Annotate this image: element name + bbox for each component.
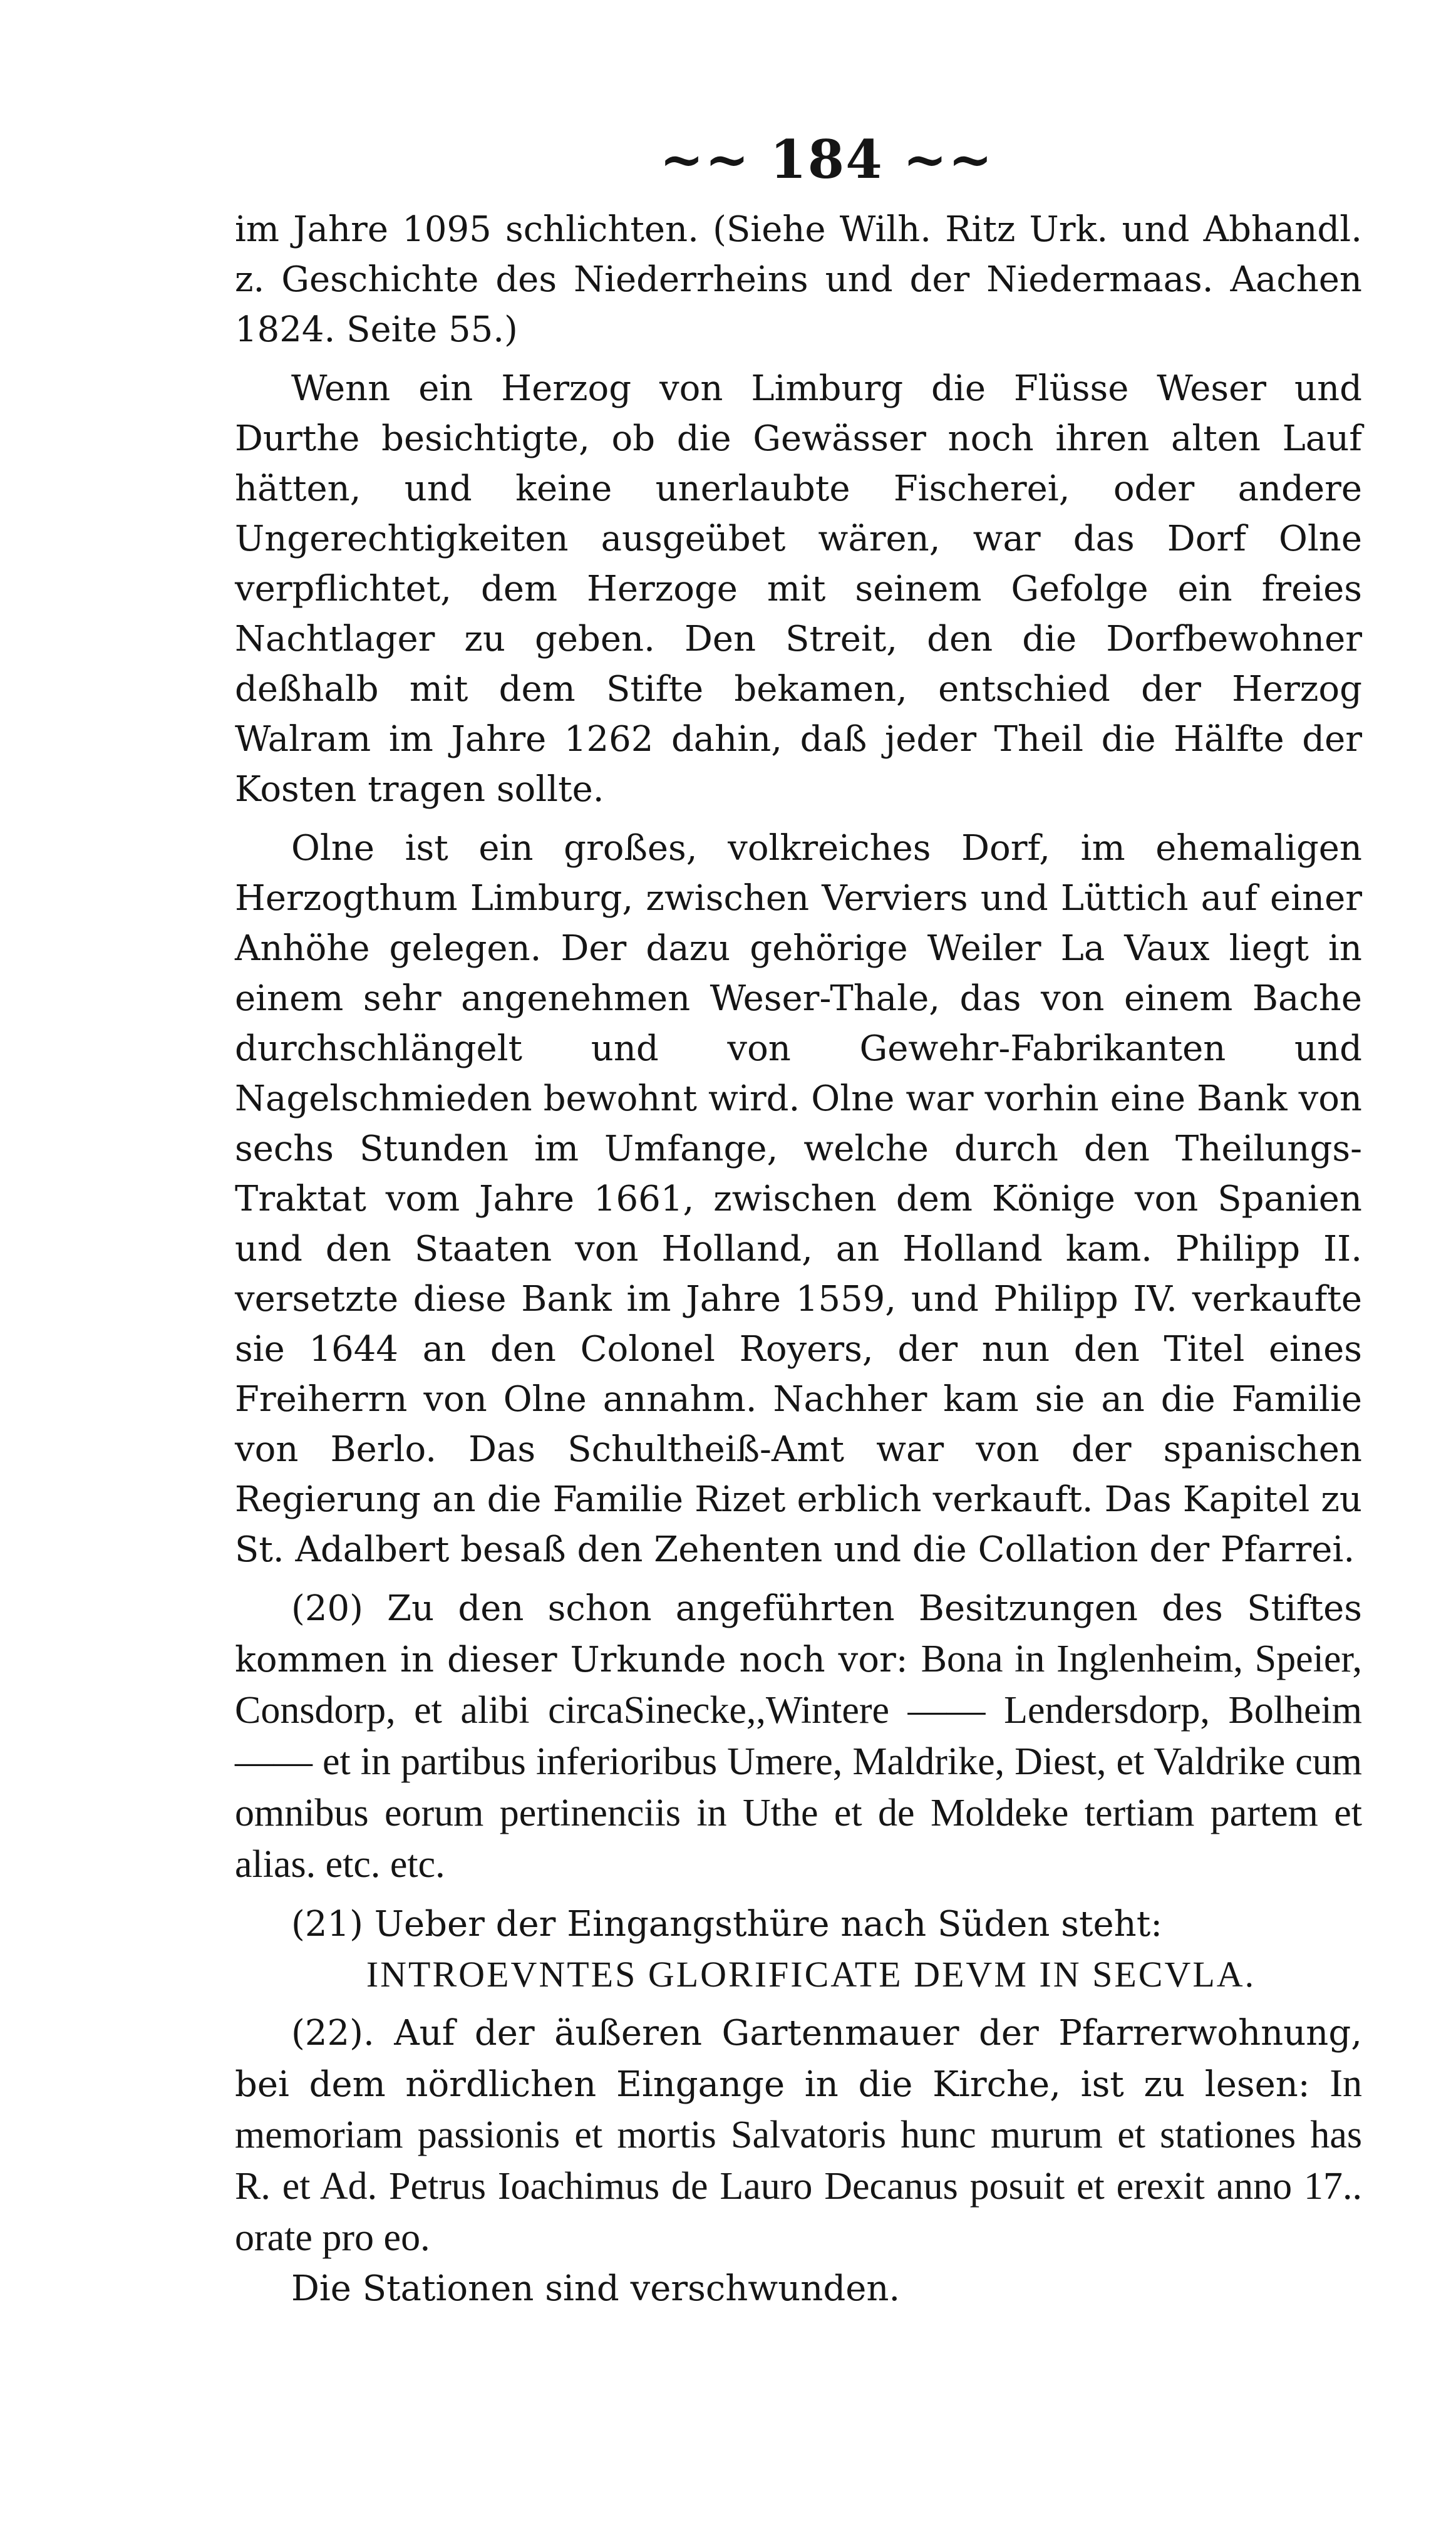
paragraph-olne-description: Olne ist ein großes, volkreiches Dorf, im ehemaligen Herzogthum Limburg, zwischen Verviers und Lüttich auf einer Anhöhe gelegen. Der dazu gehörige Weiler La Vaux liegt in einem sehr angenehmen Weser-Thale, das von einem Bache durchschlängelt und von Gewehr-Fabrikanten und Nagelschmieden bewohnt wird. Olne war vorhin eine Bank von sechs Stunden im Umfange, welche durch den Theilungs-Traktat vom Jahre 1661, zwischen dem Könige von Spanien und den Staaten von Holland, an Holland kam. Philipp II. versetzte diese Bank im Jahre 1559, und Philipp IV. verkaufte sie 1644 an den Colonel Royers, der nun den Titel eines Freiherrn von Olne annahm. Nachher kam sie an die Familie von Berlo. Das Schultheiß-Amt war von der spanischen Regierung an die Familie Rizet erblich verkauft. Das Kapitel zu St. Adalbert besaß den Zehenten und die Collation der Pfarrei. xyxy=(235,828,1362,1570)
paragraph-stations: Die Stationen sind verschwunden. xyxy=(291,2268,901,2309)
footnote-22-latin: In memoriam passionis et mortis Salvatoris hunc murum et stationes has R. et Ad. Petrus Ioachimus de Lauro Decanus posuit et erexit anno 17.. orate pro eo. xyxy=(235,2062,1362,2259)
page-number: ~~ 184 ~~ xyxy=(659,128,994,190)
paragraph-reference-continuation: im Jahre 1095 schlichten. (Siehe Wilh. Ritz Urk. und Abhandl. z. Geschichte des Niederrheins und der Niedermaas. Aachen 1824. Seite 55.) xyxy=(235,209,1362,350)
page-body xyxy=(235,205,1362,2314)
footnote-20-german: (20) Zu den schon angeführten Besitzungen des Stiftes kommen in dieser Urkunde noch vor: xyxy=(235,1588,1362,1680)
footnote-20 xyxy=(235,1584,1362,1891)
door-inscription: INTROEVNTES GLORIFICATE DEVM IN SECVLA. xyxy=(366,1954,1256,1995)
footnote-22-german: (22). Auf der äußeren Gartenmauer der Pfarrerwohnung, bei dem nördlichen Eingange in die Kirche, ist zu lesen: xyxy=(235,2013,1362,2105)
paragraph-herzog-limburg: Wenn ein Herzog von Limburg die Flüsse Weser und Durthe besichtigte, ob die Gewässer noch ihren alten Lauf hätten, und keine unerlaubte Fischerei, oder andere Ungerechtigkeiten ausgeübet wären, war das Dorf Olne verpflichtet, dem Herzoge mit seinem Gefolge ein freies Nachtlager zu geben. Den Streit, den die Dorfbewohner deßhalb mit dem Stifte bekamen, entschied der Herzog Walram im Jahre 1262 dahin, daß jeder Theil die Hälfte der Kosten tragen sollte. xyxy=(235,368,1362,810)
footnote-20-latin: Bona in Inglenheim, Speier, Consdorp, et alibi circaSinecke,,Wintere —— Lendersdorp, Bolheim —— et in partibus inferioribus Umere, Maldrike, Diest, et Valdrike cum omnibus eorum pertinenciis in Uthe et de Moldeke tertiam partem et alias. etc. etc. xyxy=(235,1638,1362,1886)
footnote-21: (21) Ueber der Eingangsthüre nach Süden steht: xyxy=(291,1904,1163,1945)
footnote-22 xyxy=(235,2008,1362,2264)
